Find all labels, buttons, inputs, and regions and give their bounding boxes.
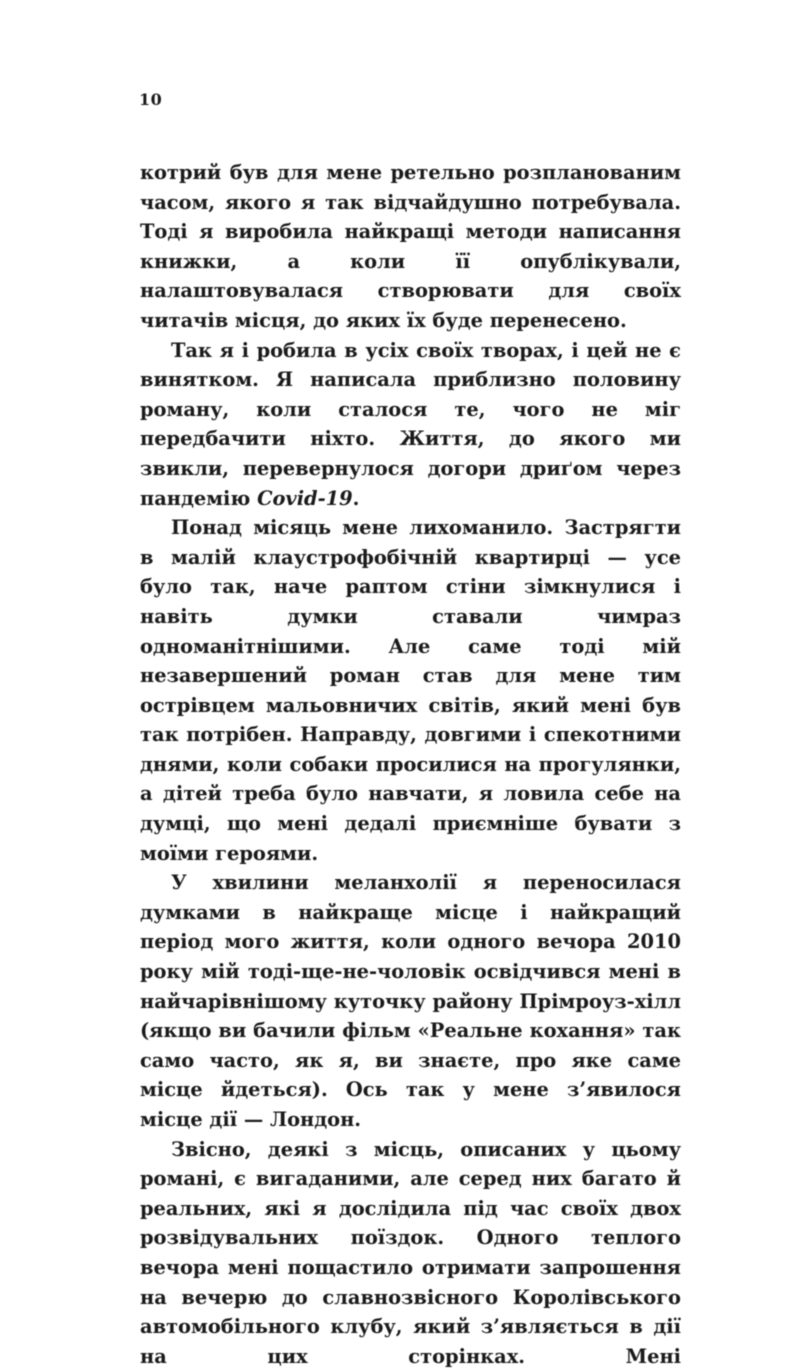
paragraph-3: Понад місяць мене лихоманило. Застрягти в малій клаустрофобічній квартирці — усе було так, наче раптом стіни зімкнулися і навіть думки ставали чимраз одноманітнішими. Але саме тоді мій незавершений роман став для мене тим острівцем мальовничих світів, який мені був так потрібен. Направду, довгими і спекотними днями, коли собаки просилися на прогулянки, а дітей треба було навчати, я ловила себе на думці, що мені дедалі приємніше бувати з моїми героями.	[140, 516, 681, 865]
body-text	[140, 158, 681, 1371]
paragraph-5: Звісно, деякі з місць, описаних у цьому романі, є вигаданими, але серед них багато й реальних, які я дослідила під час своїх двох розвідувальних поїздок. Одного теплого вечора мені пощастило отримати запрошення на вечерю до славнозвісного Королівського автомобільного клубу, який з’являється в дії на цих сторінках. Мені	[140, 1137, 681, 1368]
page-number: 10	[139, 90, 163, 109]
paragraph-2	[140, 336, 681, 514]
paragraph-2-period: .	[352, 486, 360, 510]
paragraph-2-text: Так я і робила в усіх своїх творах, і цей не є винятком. Я написала приблизно половину роману, коли сталося те, чого не міг передбачити ніхто. Життя, до якого ми звикли, перевернулося догори дриґом через пандемію	[140, 338, 681, 510]
paragraph-1: котрий був для мене ретельно розпланованим часом, якого я так відчайдушно потребувала. Тоді я виробила найкращі методи написання книжки, а коли її опублікували, налаштовувалася створювати для своїх читачів місця, до яких їх буде перенесено.	[140, 161, 681, 332]
paragraph-4: У хвилини меланхолії я переносилася думками в найкраще місце і найкращий період мого життя, коли одного вечора 2010 року мій тоді-ще-не-чоловік освідчився мені в найчарівнішому куточку району Прімроуз-хілл (якщо ви бачили фільм «Реальне кохання» так само часто, як я, ви знаєте, про яке саме місце йдеться). Ось так у мене з’явилося місце дії — Лондон.	[140, 871, 681, 1131]
covid-19-term: Covid-19	[257, 486, 353, 510]
